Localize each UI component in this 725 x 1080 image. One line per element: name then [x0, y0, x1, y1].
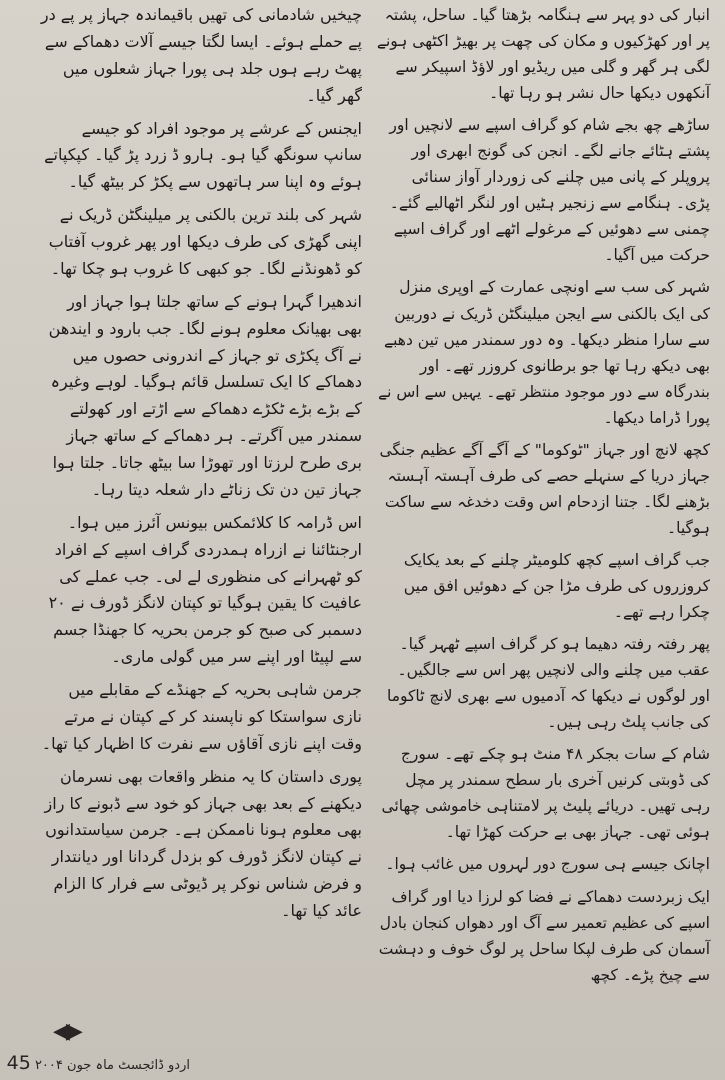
paragraph: ایک زبردست دھماکے نے فضا کو لرزا دیا اور گراف اسپے کی عظیم تعمیر سے آگ اور دھواں کنجان بادل آسمان کی طرف لپکا ساحل پر لوگ خوف و دہشت سے چیخ پڑے۔ کچھ — [378, 887, 710, 984]
paragraph: اس ڈرامہ کا کلائمکس بیونس آئرز میں ہوا۔ ارجنٹائنا نے ازراہ ہمدردی گراف اسپے کے افراد کو ٹھہرانے کی منظوری لے لی۔ جب عملے کی عافیت کا یقین ہوگیا تو کپتان لانگز ڈورف نے ۲۰ دسمبر کی صبح کو جرمن بحریہ کا جھنڈا جسم سے لپیٹا اور اپنے سر میں گولی ماری۔ — [48, 512, 362, 667]
paragraph: پھر رفتہ رفتہ دھیما ہو کر گراف اسپے ٹھہر گیا۔ عقب میں چلنے والی لانچیں پھر اس سے جالگیں۔ اور لوگوں نے دیکھا کہ آدمیوں سے بھری لانچ ٹاکوما کی جانب پلٹ رہی ہیں۔ — [386, 635, 710, 732]
paragraph: اندھیرا گہرا ہونے کے ساتھ جلتا ہوا جہاز اور بھی بھیانک معلوم ہونے لگا۔ جب بارود و ایندھن نے آگ پکڑی تو جہاز کے اندرونی حصوں میں دھماکے کا ایک تسلسل قائم ہوگیا۔ لوہے وغیرہ کے بڑے بڑے ٹکڑے دھماکے سے اڑتے اور کھولتے سمندر میں آگرتے۔ ہر دھماکے کے ساتھ جہاز بری طرح لرزتا اور تھوڑا سا بیٹھ جاتا۔ جلتا ہوا جہاز تین دن تک زناٹے دار شعلہ دیتا رہا۔ — [48, 291, 362, 499]
right-column — [376, 2, 710, 994]
paragraph: شام کے سات بجکر ۴۸ منٹ ہو چکے تھے۔ سورج کی ڈوبتی کرنیں آخری بار سطح سمندر پر مچل رہی تھیں۔ دریائے پلیٹ پر لامتناہی خاموشی چھائی ہوئی تھی۔ جہاز بھی بے حرکت کھڑا تھا۔ — [381, 745, 710, 842]
page-number: 45 — [6, 1052, 31, 1074]
paragraph: کچھ لانچ اور جہاز "ٹوکوما" کے آگے آگے عظیم جنگی جہاز دریا کے سنہلے حصے کی طرف آہستہ آہستہ بڑھنے لگا۔ جتنا ازدحام اس وقت دخدغہ سے ساکت ہوگیا۔ — [379, 440, 710, 537]
paragraph: انبار کی دو پہر سے ہنگامہ بڑھتا گیا۔ ساحل، پشتہ پر اور کھڑکیوں و مکان کی چھت پر بھیڑ اکٹھی ہونے لگی ہر گھر و گلی میں ریڈیو اور لاؤڈ اسپیکر سے آنکھوں دیکھا حال نشر ہو رہا تھا۔ — [376, 6, 710, 103]
paragraph: ایجنس کے عرشے پر موجود افراد کو جیسے سانپ سونگھ گیا ہو۔ ہارو ڈ زرد پڑ گیا۔ کپکپاتے ہوئے وہ اپنا سر ہاتھوں سے پکڑ کر بیٹھ گیا۔ — [44, 118, 362, 192]
paragraph: پوری داستان کا یہ منظر واقعات بھی نسرمان دیکھنے کے بعد بھی جہاز کو خود سے ڈبونے کا راز بھی معلوم ہونا ناممکن ہے۔ جرمن سیاستدانوں نے کپتان لانگز ڈورف کو بزدل گردانا اور دیانتدار و فرض شناس نوکر پر ڈیوٹی سے فرار کا الزام عائد کیا تھا۔ — [44, 766, 362, 920]
paragraph: ساڑھے چھ بجے شام کو گراف اسپے سے لانچیں اور پشتے ہٹائے جانے لگے۔ انجن کی گونج ابھری اور پروپلر کے پانی میں چلنے کی زوردار آواز سنائی پڑی۔ ہنگامے سے زنجیر ہٹیں اور لنگر اٹھالیے گئے۔ چمنی سے دھوئیں کے مرغولے اٹھے اور گراف اسپے حرکت میں آگیا۔ — [389, 116, 710, 265]
left-column — [40, 2, 362, 931]
paragraph: چیخیں شادمانی کی تھیں باقیماندہ جہاز پر پے در پے حملے ہوئے۔ ایسا لگتا جیسے آلات دھماکے سے پھٹ رہے ہوں جلد ہی پورا جہاز شعلوں میں گھر گیا۔ — [40, 5, 362, 105]
page-footer — [6, 1052, 190, 1074]
paragraph: جرمن شاہی بحریہ کے جھنڈے کے مقابلے میں نازی سواستکا کو ناپسند کر کے کپتان نے مرتے وقت اپنے نازی آقاؤں سے نفرت کا اظہار کیا تھا۔ — [41, 680, 362, 753]
paragraph: اچانک جیسے ہی سورج دور لہروں میں غائب ہوا۔ — [385, 855, 710, 874]
paragraph: شہر کی بلند ترین بالکنی پر میلینگٹن ڈریک نے اپنی گھڑی کی طرف دیکھا اور پھر غروب آفتاب کو ڈھونڈنے لگا۔ جو کبھی کا غروب ہو چکا تھا۔ — [48, 205, 362, 278]
continue-arrows-icon: ◀▶ — [53, 1019, 79, 1044]
paragraph: شہر کی سب سے اونچی عمارت کے اوپری منزل کی ایک بالکنی سے ایجن میلینگٹن ڈریک نے دوربین سے سارا منظر دیکھا۔ وہ دور سمندر میں تین دھبے بھی دیکھ رہا تھا جو برطانوی کروزر تھے۔ اور بندرگاہ سے دور موجود منتظر تھے۔ یہیں سے اس نے پورا ڈراما دیکھا۔ — [378, 278, 710, 427]
magazine-name: اردو ڈائجسٹ ماہ جون ۲۰۰۴ — [34, 1058, 190, 1073]
paragraph: جب گراف اسپے کچھ کلومیٹر چلنے کے بعد یکایک کروزروں کی طرف مڑا جن کے دھوئیں افق میں چکرا رہے تھے۔ — [403, 550, 710, 622]
